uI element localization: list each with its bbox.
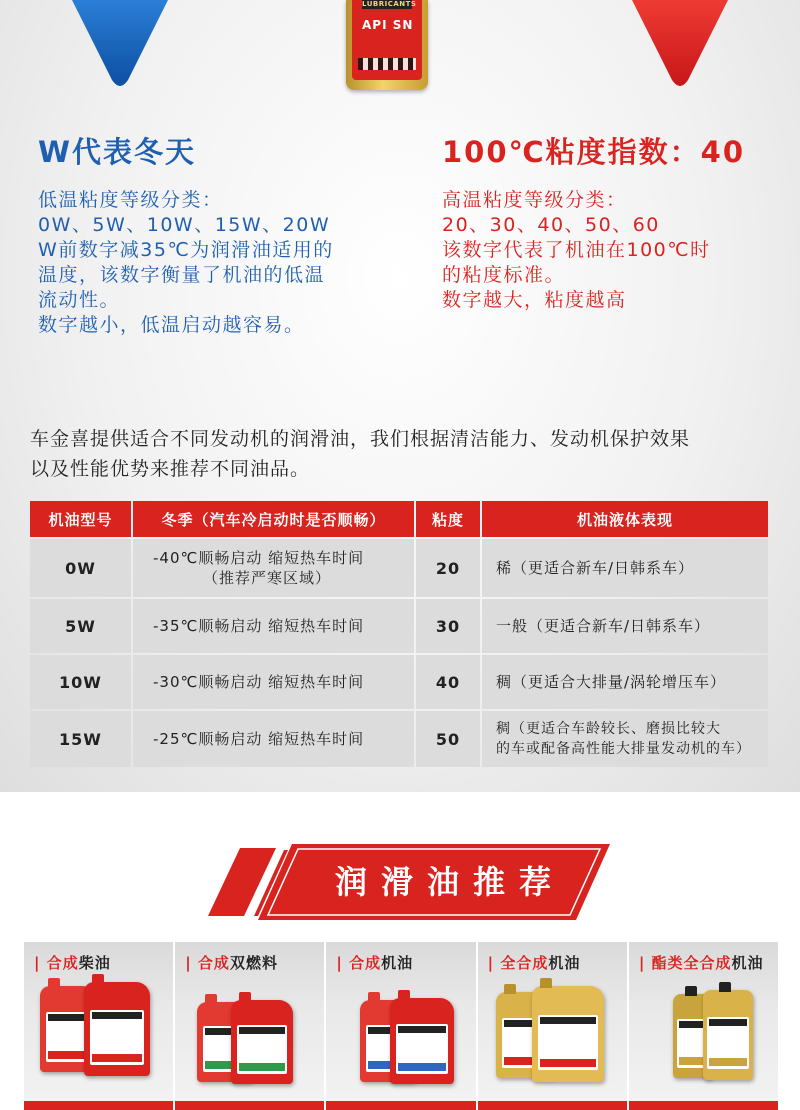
oil-can-brand: LUBRICANTS bbox=[362, 0, 417, 8]
checkered-stripe bbox=[358, 58, 416, 70]
cell-behavior bbox=[482, 711, 768, 767]
product-card[interactable] bbox=[24, 942, 173, 1110]
product-footer-bar bbox=[175, 1101, 324, 1110]
viscosity-line: 的粘度标准。 bbox=[442, 264, 566, 286]
jug-cap bbox=[239, 992, 251, 1002]
jug-cap bbox=[368, 992, 380, 1002]
oil-can-label bbox=[352, 0, 422, 80]
title-bar: | bbox=[34, 954, 41, 972]
cell-winter bbox=[133, 655, 414, 709]
product-footer-bar bbox=[326, 1101, 475, 1110]
product-card[interactable] bbox=[326, 942, 475, 1110]
oil-jug-image bbox=[390, 998, 454, 1084]
oil-can-image bbox=[346, 0, 428, 90]
oil-jug-image bbox=[532, 986, 604, 1082]
product-grid bbox=[24, 942, 778, 1110]
table-row bbox=[30, 539, 768, 597]
header-behavior: 机油液体表现 bbox=[482, 501, 768, 537]
product-type: 酯类全合成 bbox=[651, 954, 732, 972]
product-footer-bar bbox=[24, 1101, 173, 1110]
cell-winter bbox=[133, 599, 414, 653]
cell-winter-line: -40℃顺畅启动 缩短热车时间 bbox=[153, 549, 365, 567]
product-kind: 机油 bbox=[381, 954, 414, 972]
product-title bbox=[185, 952, 278, 973]
product-type: 合成 bbox=[197, 954, 230, 972]
product-card[interactable] bbox=[629, 942, 778, 1110]
oil-jug-image bbox=[84, 982, 150, 1076]
header-viscosity: 粘度 bbox=[416, 501, 480, 537]
jug-cap bbox=[48, 978, 60, 988]
jug-cap bbox=[504, 984, 516, 994]
recommend-banner-title: 润滑油推荐 bbox=[334, 863, 565, 901]
cell-viscosity: 30 bbox=[416, 599, 480, 653]
cell-model: 5W bbox=[30, 599, 131, 653]
cell-behavior bbox=[482, 655, 768, 709]
product-footer-bar bbox=[629, 1101, 778, 1110]
cell-behavior bbox=[482, 599, 768, 653]
cell-winter bbox=[133, 711, 414, 767]
title-bar: | bbox=[185, 954, 192, 972]
product-type: 合成 bbox=[349, 954, 382, 972]
winter-line: 数字越小，低温启动越容易。 bbox=[38, 314, 305, 336]
oil-jug-image bbox=[703, 990, 753, 1080]
product-title bbox=[336, 952, 413, 973]
oil-jug-image bbox=[231, 1000, 293, 1084]
winter-description bbox=[38, 188, 334, 338]
oil-grade-table bbox=[28, 499, 770, 769]
winter-line: 0W、5W、10W、15W、20W bbox=[38, 214, 331, 236]
table-header-row bbox=[30, 501, 768, 537]
product-title bbox=[488, 952, 581, 973]
cell-behavior bbox=[482, 539, 768, 597]
blue-down-arrow-icon bbox=[70, 0, 170, 86]
header-model: 机油型号 bbox=[30, 501, 131, 537]
jug-label bbox=[538, 1015, 598, 1071]
jug-cap bbox=[719, 982, 731, 992]
title-bar: | bbox=[336, 954, 343, 972]
cell-viscosity: 50 bbox=[416, 711, 480, 767]
viscosity-line: 数字越大，粘度越高 bbox=[442, 289, 627, 311]
winter-line: 低温粘度等级分类： bbox=[38, 189, 223, 211]
winter-line: 温度，该数字衡量了机油的低温 bbox=[38, 264, 326, 286]
red-down-arrow-icon bbox=[630, 0, 730, 86]
jug-label bbox=[90, 1010, 144, 1065]
cell-model: 10W bbox=[30, 655, 131, 709]
intro-line: 以及性能优势来推荐不同油品。 bbox=[30, 458, 311, 480]
cell-model: 15W bbox=[30, 711, 131, 767]
product-title bbox=[639, 952, 764, 973]
winter-line: 流动性。 bbox=[38, 289, 121, 311]
cell-winter bbox=[133, 539, 414, 597]
viscosity-line: 该数字代表了机油在100℃时 bbox=[442, 239, 711, 261]
jug-label bbox=[237, 1025, 287, 1074]
oil-can-grade: API SN bbox=[362, 18, 414, 32]
table-row bbox=[30, 711, 768, 767]
cell-winter-line: -25℃顺畅启动 缩短热车时间 bbox=[153, 730, 365, 748]
product-kind: 柴油 bbox=[78, 954, 111, 972]
product-card[interactable] bbox=[478, 942, 627, 1110]
product-title bbox=[34, 952, 111, 973]
product-type: 全合成 bbox=[500, 954, 549, 972]
jug-label bbox=[396, 1024, 448, 1074]
jug-cap bbox=[685, 986, 697, 996]
title-bar: | bbox=[638, 954, 646, 972]
cell-viscosity: 40 bbox=[416, 655, 480, 709]
viscosity-line: 高温粘度等级分类： bbox=[442, 189, 627, 211]
table-row bbox=[30, 599, 768, 653]
winter-line: W前数字减35℃为润滑油适用的 bbox=[38, 239, 334, 261]
intro-text bbox=[30, 424, 780, 484]
cell-behavior-line: 稠（更适合车龄较长、磨损比较大 bbox=[496, 721, 721, 737]
viscosity-line: 20、30、40、50、60 bbox=[442, 214, 660, 236]
intro-line: 车金喜提供适合不同发动机的润滑油，我们根据清洁能力、发动机保护效果 bbox=[30, 428, 691, 450]
product-card[interactable] bbox=[175, 942, 324, 1110]
cell-behavior-line: 一般（更适合新车/日韩系车） bbox=[496, 617, 711, 635]
viscosity-heading: 100℃粘度指数：40 bbox=[442, 135, 746, 169]
product-type: 合成 bbox=[46, 954, 79, 972]
jug-cap bbox=[92, 974, 104, 984]
table-row bbox=[30, 655, 768, 709]
jug-cap bbox=[540, 978, 552, 988]
winter-heading: W代表冬天 bbox=[38, 135, 196, 169]
cell-winter-line: （推荐严寒区域） bbox=[203, 569, 332, 587]
cell-behavior-line: 稠（更适合大排量/涡轮增压车） bbox=[496, 673, 727, 691]
cell-behavior-line: 稀（更适合新车/日韩系车） bbox=[496, 559, 695, 577]
cell-behavior-line: 的车或配备高性能大排量发动机的车） bbox=[496, 741, 751, 757]
cell-winter-line: -30℃顺畅启动 缩短热车时间 bbox=[153, 673, 365, 691]
title-bar: | bbox=[487, 954, 495, 972]
product-kind: 双燃料 bbox=[229, 954, 278, 972]
product-kind: 机油 bbox=[548, 954, 581, 972]
viscosity-description bbox=[442, 188, 711, 313]
jug-label bbox=[707, 1017, 749, 1069]
product-kind: 机油 bbox=[731, 954, 764, 972]
jug-cap bbox=[205, 994, 217, 1004]
cell-winter-line: -35℃顺畅启动 缩短热车时间 bbox=[153, 617, 365, 635]
product-footer-bar bbox=[478, 1101, 627, 1110]
cell-model: 0W bbox=[30, 539, 131, 597]
jug-cap bbox=[398, 990, 410, 1000]
cell-viscosity: 20 bbox=[416, 539, 480, 597]
header-winter: 冬季（汽车冷启动时是否顺畅） bbox=[133, 501, 414, 537]
